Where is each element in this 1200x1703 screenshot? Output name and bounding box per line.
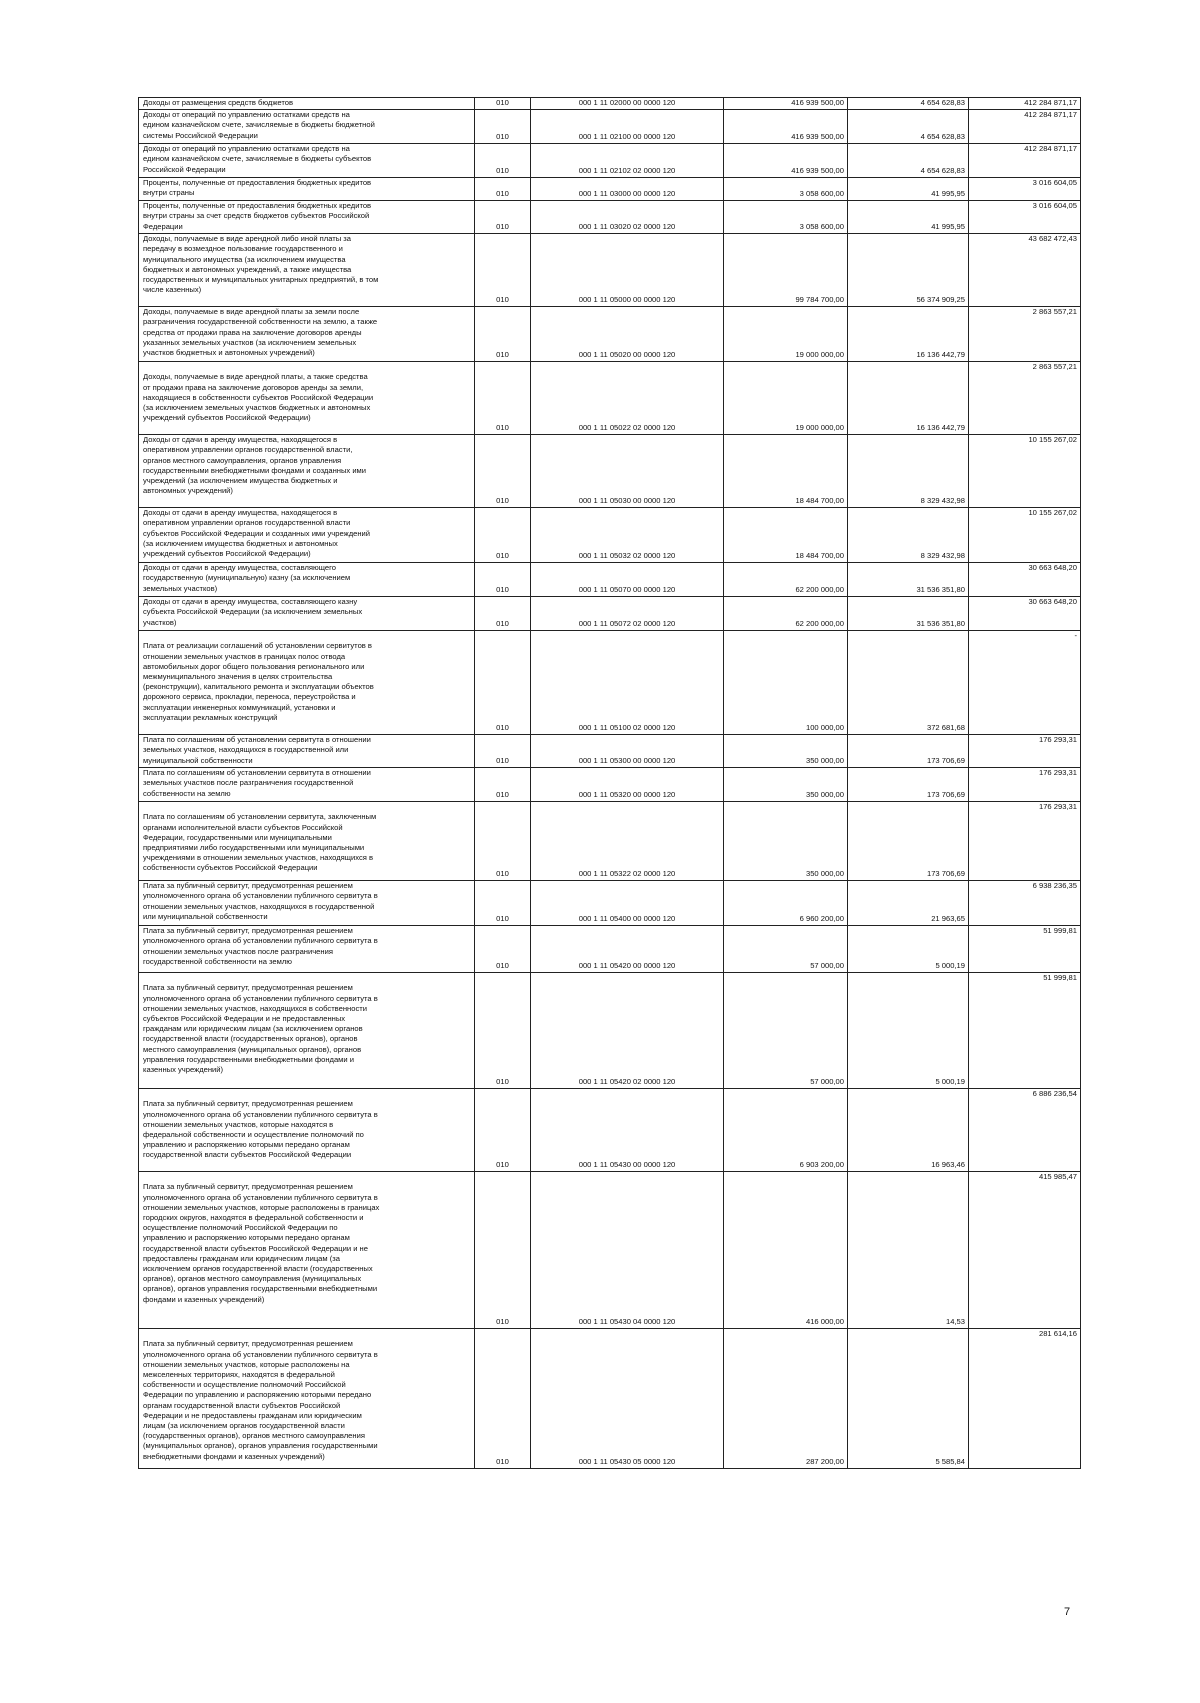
row-approved-amount: 19 000 000,00	[724, 362, 848, 435]
row-budget-code: 000 1 11 05030 00 0000 120	[531, 435, 724, 508]
row-executed-amount: 5 585,84	[848, 1329, 969, 1469]
row-approved-amount: 287 200,00	[724, 1329, 848, 1469]
table-row	[139, 307, 1081, 362]
row-code: 010	[475, 508, 531, 563]
row-budget-code: 000 1 11 05430 00 0000 120	[531, 1089, 724, 1172]
row-name: Доходы от операций по управлению остатками средств на едином казначейском счете, зачисляемые в бюджеты субъектов Российской Федерации	[139, 144, 475, 178]
row-remaining-amount: 412 284 871,17	[969, 98, 1081, 110]
table-row	[139, 926, 1081, 973]
row-name: Доходы от сдачи в аренду имущества, находящегося в оперативном управлении органов государственной власти субъектов Российской Федерации и созданных ими учреждений (за исключением имущества бюджетных и автономных учреждений субъектов Российской Федерации)	[139, 508, 475, 563]
row-code: 010	[475, 178, 531, 201]
row-executed-amount: 173 706,69	[848, 802, 969, 881]
row-budget-code: 000 1 11 05100 02 0000 120	[531, 631, 724, 735]
row-remaining-amount: 43 682 472,43	[969, 234, 1081, 307]
row-budget-code: 000 1 11 05022 02 0000 120	[531, 362, 724, 435]
row-budget-code: 000 1 11 05020 00 0000 120	[531, 307, 724, 362]
row-remaining-amount: -	[969, 631, 1081, 735]
row-approved-amount: 6 960 200,00	[724, 881, 848, 926]
row-name: Плата от реализации соглашений об установлении сервитутов в отношении земельных участков в границах полос отвода автомобильных дорог общего пользования регионального или межмуниципального значения в целях строительства (реконструкции), капитального ремонта и эксплуатации объектов дорожного сервиса, прокладки, переноса, переустройства и эксплуатации инженерных коммуникаций, установки и эксплуатации рекламных конструкций	[139, 631, 475, 735]
row-executed-amount: 8 329 432,98	[848, 508, 969, 563]
row-budget-code: 000 1 11 05430 04 0000 120	[531, 1172, 724, 1329]
row-code: 010	[475, 1329, 531, 1469]
row-remaining-amount: 176 293,31	[969, 735, 1081, 768]
row-remaining-amount: 30 663 648,20	[969, 563, 1081, 597]
row-budget-code: 000 1 11 03000 00 0000 120	[531, 178, 724, 201]
row-name: Доходы от сдачи в аренду имущества, находящегося в оперативном управлении органов государственной власти, органов местного самоуправления, органов управления государственными внебюджетными фондами и созданных ими учреждений (за исключением имущества бюджетных и автономных учреждений)	[139, 435, 475, 508]
row-name: Плата за публичный сервитут, предусмотренная решением уполномоченного органа об установлении публичного сервитута в отношении земельных участков, которые расположены в границах городских округов, находятся в федеральной собственности и осуществление полномочий Российской Федерации по управлению и распоряжению которыми передано органам государственной власти субъектов Российской Федерации и не предоставлены гражданам или юридическим лицам (за исключением органов государственной власти (государственных органов), органов местного самоуправления (муниципальных органов), органов управления государственными внебюджетными фондами и казенных учреждений)	[139, 1172, 475, 1329]
table-row	[139, 362, 1081, 435]
row-budget-code: 000 1 11 02100 00 0000 120	[531, 110, 724, 144]
row-budget-code: 000 1 11 03020 02 0000 120	[531, 201, 724, 234]
row-approved-amount: 6 903 200,00	[724, 1089, 848, 1172]
row-executed-amount: 173 706,69	[848, 768, 969, 802]
row-code: 010	[475, 435, 531, 508]
row-remaining-amount: 30 663 648,20	[969, 597, 1081, 631]
row-code: 010	[475, 735, 531, 768]
table-row	[139, 508, 1081, 563]
row-budget-code: 000 1 11 05320 00 0000 120	[531, 768, 724, 802]
row-remaining-amount: 412 284 871,17	[969, 110, 1081, 144]
row-remaining-amount: 2 863 557,21	[969, 362, 1081, 435]
table-row	[139, 1172, 1081, 1329]
row-executed-amount: 4 654 628,83	[848, 110, 969, 144]
row-remaining-amount: 3 016 604,05	[969, 201, 1081, 234]
row-approved-amount: 62 200 000,00	[724, 597, 848, 631]
row-budget-code: 000 1 11 02102 02 0000 120	[531, 144, 724, 178]
row-approved-amount: 3 058 600,00	[724, 201, 848, 234]
row-code: 010	[475, 597, 531, 631]
row-executed-amount: 56 374 909,25	[848, 234, 969, 307]
row-executed-amount: 41 995,95	[848, 201, 969, 234]
row-remaining-amount: 176 293,31	[969, 802, 1081, 881]
table-row	[139, 144, 1081, 178]
row-name: Плата по соглашениям об установлении сервитута в отношении земельных участков, находящихся в государственной или муниципальной собственности	[139, 735, 475, 768]
row-executed-amount: 4 654 628,83	[848, 98, 969, 110]
row-approved-amount: 3 058 600,00	[724, 178, 848, 201]
table-row	[139, 973, 1081, 1089]
page-number: 7	[1064, 1606, 1071, 1618]
row-approved-amount: 57 000,00	[724, 926, 848, 973]
row-executed-amount: 16 136 442,79	[848, 307, 969, 362]
row-approved-amount: 18 484 700,00	[724, 508, 848, 563]
row-name: Проценты, полученные от предоставления бюджетных кредитов внутри страны	[139, 178, 475, 201]
table-row	[139, 1089, 1081, 1172]
row-code: 010	[475, 1089, 531, 1172]
row-budget-code: 000 1 11 05000 00 0000 120	[531, 234, 724, 307]
row-remaining-amount: 51 999,81	[969, 926, 1081, 973]
table-row	[139, 802, 1081, 881]
row-approved-amount: 416 939 500,00	[724, 110, 848, 144]
row-approved-amount: 416 000,00	[724, 1172, 848, 1329]
row-approved-amount: 18 484 700,00	[724, 435, 848, 508]
row-remaining-amount: 412 284 871,17	[969, 144, 1081, 178]
row-approved-amount: 350 000,00	[724, 735, 848, 768]
row-approved-amount: 99 784 700,00	[724, 234, 848, 307]
row-name: Плата за публичный сервитут, предусмотренная решением уполномоченного органа об установлении публичного сервитута в отношении земельных участков после разграничения государственной собственности на землю	[139, 926, 475, 973]
row-code: 010	[475, 144, 531, 178]
row-executed-amount: 8 329 432,98	[848, 435, 969, 508]
row-name: Доходы от операций по управлению остатками средств на едином казначейском счете, зачисляемые в бюджеты бюджетной системы Российской Федерации	[139, 110, 475, 144]
row-executed-amount: 4 654 628,83	[848, 144, 969, 178]
row-budget-code: 000 1 11 05072 02 0000 120	[531, 597, 724, 631]
row-code: 010	[475, 234, 531, 307]
row-approved-amount: 62 200 000,00	[724, 563, 848, 597]
row-name: Плата за публичный сервитут, предусмотренная решением уполномоченного органа об установлении публичного сервитута в отношении земельных участков, которые находятся в федеральной собственности и осуществление полномочий по управлению и распоряжению которыми передано органам государственной власти субъектов Российской Федерации	[139, 1089, 475, 1172]
row-name: Плата по соглашениям об установлении сервитута, заключенным органами исполнительной власти субъектов Российской Федерации, государственными или муниципальными предприятиями либо государственными или муниципальными учреждениями в отношении земельных участков, находящихся в собственности субъектов Российской Федерации	[139, 802, 475, 881]
row-code: 010	[475, 110, 531, 144]
table-row	[139, 768, 1081, 802]
row-name: Доходы от размещения средств бюджетов	[139, 98, 475, 110]
table-row	[139, 563, 1081, 597]
row-code: 010	[475, 1172, 531, 1329]
row-budget-code: 000 1 11 05430 05 0000 120	[531, 1329, 724, 1469]
row-name: Проценты, полученные от предоставления бюджетных кредитов внутри страны за счет средств бюджетов субъектов Российской Федерации	[139, 201, 475, 234]
row-executed-amount: 16 136 442,79	[848, 362, 969, 435]
row-code: 010	[475, 98, 531, 110]
row-remaining-amount: 2 863 557,21	[969, 307, 1081, 362]
table-row	[139, 110, 1081, 144]
row-approved-amount: 19 000 000,00	[724, 307, 848, 362]
row-name: Плата по соглашениям об установлении сервитута в отношении земельных участков после разграничения государственной собственности на землю	[139, 768, 475, 802]
row-name: Плата за публичный сервитут, предусмотренная решением уполномоченного органа об установлении публичного сервитута в отношении земельных участков, которые расположены на межселенных территориях, находятся в федеральной собственности и осуществление полномочий Российской Федерации по управлению и распоряжению которыми передано органам государственной власти субъектов Российской Федерации и не предоставлены гражданам или юридическим лицам (за исключением органов государственной власти (государственных органов), органов местного самоуправления (муниципальных органов), органов управления государственными внебюджетными фондами и казенных учреждений)	[139, 1329, 475, 1469]
row-code: 010	[475, 802, 531, 881]
row-budget-code: 000 1 11 05300 00 0000 120	[531, 735, 724, 768]
table-row	[139, 631, 1081, 735]
row-remaining-amount: 415 985,47	[969, 1172, 1081, 1329]
row-remaining-amount: 6 886 236,54	[969, 1089, 1081, 1172]
row-approved-amount: 57 000,00	[724, 973, 848, 1089]
table-row	[139, 1329, 1081, 1469]
revenue-table	[138, 97, 1081, 1469]
row-name: Доходы, получаемые в виде арендной платы за земли после разграничения государственной собственности на землю, а также средства от продажи права на заключение договоров аренды указанных земельных участков (за исключением земельных участков бюджетных и автономных учреждений)	[139, 307, 475, 362]
row-approved-amount: 100 000,00	[724, 631, 848, 735]
row-name: Доходы, получаемые в виде арендной платы, а также средства от продажи права на заключение договоров аренды за земли, находящиеся в собственности субъектов Российской Федерации (за исключением земельных участков бюджетных и автономных учреждений субъектов Российской Федерации)	[139, 362, 475, 435]
row-name: Плата за публичный сервитут, предусмотренная решением уполномоченного органа об установлении публичного сервитута в отношении земельных участков, находящихся в государственной или муниципальной собственности	[139, 881, 475, 926]
row-code: 010	[475, 768, 531, 802]
row-executed-amount: 14,53	[848, 1172, 969, 1329]
row-executed-amount: 21 963,65	[848, 881, 969, 926]
row-executed-amount: 41 995,95	[848, 178, 969, 201]
row-name: Доходы от сдачи в аренду имущества, составляющего казну субъекта Российской Федерации (за исключением земельных участков)	[139, 597, 475, 631]
row-executed-amount: 372 681,68	[848, 631, 969, 735]
row-code: 010	[475, 307, 531, 362]
row-name: Доходы, получаемые в виде арендной либо иной платы за передачу в возмездное пользование государственного и муниципального имущества (за исключением имущества бюджетных и автономных учреждений, а также имущества государственных и муниципальных унитарных предприятий, в том числе казенных)	[139, 234, 475, 307]
row-approved-amount: 350 000,00	[724, 768, 848, 802]
row-code: 010	[475, 973, 531, 1089]
row-budget-code: 000 1 11 02000 00 0000 120	[531, 98, 724, 110]
row-remaining-amount: 176 293,31	[969, 768, 1081, 802]
row-name: Плата за публичный сервитут, предусмотренная решением уполномоченного органа об установлении публичного сервитута в отношении земельных участков, находящихся в собственности субъектов Российской Федерации и не предоставленных гражданам или юридическим лицам (за исключением органов государственной власти (государственных органов), органов местного самоуправления (муниципальных органов), органов управления государственными внебюджетными фондами и казенных учреждений)	[139, 973, 475, 1089]
row-executed-amount: 173 706,69	[848, 735, 969, 768]
row-executed-amount: 31 536 351,80	[848, 563, 969, 597]
row-remaining-amount: 6 938 236,35	[969, 881, 1081, 926]
row-remaining-amount: 10 155 267,02	[969, 435, 1081, 508]
row-budget-code: 000 1 11 05032 02 0000 120	[531, 508, 724, 563]
row-executed-amount: 5 000,19	[848, 973, 969, 1089]
row-code: 010	[475, 631, 531, 735]
table-row	[139, 435, 1081, 508]
row-remaining-amount: 51 999,81	[969, 973, 1081, 1089]
row-name: Доходы от сдачи в аренду имущества, составляющего государственную (муниципальную) казну (за исключением земельных участков)	[139, 563, 475, 597]
row-code: 010	[475, 563, 531, 597]
row-remaining-amount: 10 155 267,02	[969, 508, 1081, 563]
table-row	[139, 201, 1081, 234]
row-remaining-amount: 3 016 604,05	[969, 178, 1081, 201]
row-code: 010	[475, 201, 531, 234]
row-executed-amount: 16 963,46	[848, 1089, 969, 1172]
row-remaining-amount: 281 614,16	[969, 1329, 1081, 1469]
row-budget-code: 000 1 11 05420 00 0000 120	[531, 926, 724, 973]
table-row	[139, 98, 1081, 110]
table-row	[139, 881, 1081, 926]
table-row	[139, 735, 1081, 768]
row-approved-amount: 416 939 500,00	[724, 144, 848, 178]
row-approved-amount: 416 939 500,00	[724, 98, 848, 110]
revenue-table-body	[139, 98, 1081, 1469]
row-budget-code: 000 1 11 05400 00 0000 120	[531, 881, 724, 926]
row-executed-amount: 31 536 351,80	[848, 597, 969, 631]
row-budget-code: 000 1 11 05420 02 0000 120	[531, 973, 724, 1089]
row-approved-amount: 350 000,00	[724, 802, 848, 881]
table-row	[139, 234, 1081, 307]
table-row	[139, 597, 1081, 631]
row-executed-amount: 5 000,19	[848, 926, 969, 973]
row-budget-code: 000 1 11 05070 00 0000 120	[531, 563, 724, 597]
row-code: 010	[475, 926, 531, 973]
table-row	[139, 178, 1081, 201]
row-code: 010	[475, 362, 531, 435]
row-code: 010	[475, 881, 531, 926]
row-budget-code: 000 1 11 05322 02 0000 120	[531, 802, 724, 881]
